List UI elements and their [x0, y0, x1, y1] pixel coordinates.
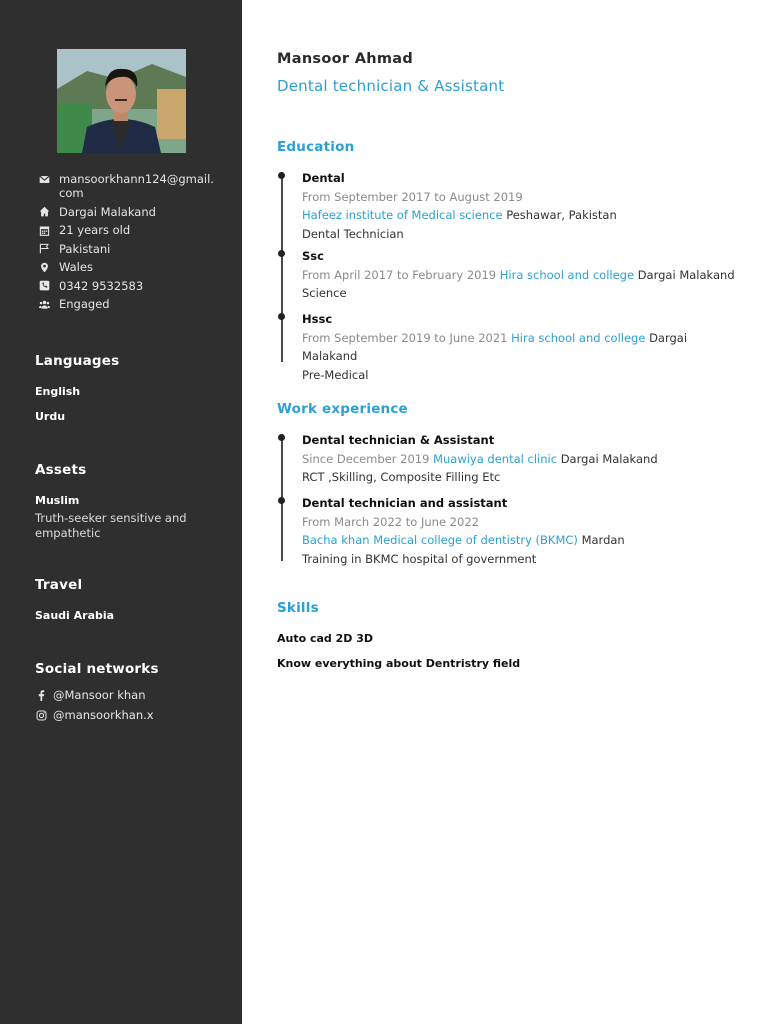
phone-text: 0342 9532583 [59, 278, 144, 293]
entry-title: Dental technician and assistant [302, 496, 508, 510]
instagram-icon [35, 709, 47, 721]
entry-place: Dargai Malakand [637, 267, 735, 282]
language-urdu: Urdu [35, 410, 66, 423]
age-text: 21 years old [59, 223, 131, 237]
timeline-dot [278, 172, 285, 179]
status-text: Engaged [59, 297, 110, 311]
phone-icon [37, 279, 51, 293]
entry-dates: From April 2017 to February 2019 [302, 267, 497, 282]
social-instagram[interactable] [35, 708, 154, 722]
contact-list [37, 172, 233, 316]
timeline-dot [278, 434, 285, 441]
entry-dates: From September 2019 to June 2021 [302, 330, 508, 345]
entry-dates: Since December 2019 [302, 451, 430, 466]
facebook-handle: @Mansoor khan [53, 688, 146, 702]
contact-age [37, 223, 233, 237]
social-heading: Social networks [35, 661, 159, 677]
profile-photo [57, 49, 186, 153]
asset-description: Truth-seeker sensitive and empathetic [35, 511, 187, 540]
contact-nationality [37, 242, 233, 256]
entry-institution[interactable]: Hira school and college [499, 267, 635, 282]
main-content [242, 0, 768, 1024]
envelope-icon [37, 172, 51, 186]
entry-place: Dargai Malakand [560, 451, 658, 466]
entry-dates: From March 2022 to June 2022 [302, 514, 479, 529]
location-pin-icon [37, 260, 51, 274]
entry-dates: From September 2017 to August 2019 [302, 189, 523, 204]
entry-title: Dental [302, 171, 345, 185]
entry-place: Mardan [581, 533, 625, 547]
work-heading: Work experience [277, 401, 408, 417]
assets-heading: Assets [35, 462, 87, 478]
asset-item: Muslim [35, 494, 80, 507]
skills-heading: Skills [277, 600, 319, 616]
social-facebook[interactable] [35, 688, 146, 702]
contact-status [37, 297, 233, 311]
entry-detail: Dental Technician [302, 226, 404, 241]
entry-detail: Training in BKMC hospital of government [302, 551, 537, 566]
education-heading: Education [277, 139, 355, 155]
entry-detail: RCT ,Skilling, Composite Filling Etc [302, 470, 501, 484]
languages-heading: Languages [35, 353, 120, 369]
contact-address [37, 205, 233, 219]
skill-item: Auto cad 2D 3D [277, 632, 374, 645]
entry-title: Dental technician & Assistant [302, 433, 495, 447]
entry-place: Peshawar, Pakistan [506, 208, 617, 222]
language-english: English [35, 385, 81, 398]
location-text: Wales [59, 260, 93, 274]
work-entry [302, 431, 742, 487]
entry-detail: Science [302, 286, 347, 300]
work-entry [302, 494, 742, 568]
education-entry [302, 247, 742, 303]
entry-institution[interactable]: Hira school and college [511, 330, 646, 345]
entry-organization[interactable]: Muawiya dental clinic [433, 451, 558, 466]
timeline-dot [278, 497, 285, 504]
entry-institution[interactable]: Hafeez institute of Medical science [302, 208, 503, 222]
facebook-icon [35, 689, 47, 701]
contact-phone[interactable] [37, 279, 233, 293]
nationality-text: Pakistani [59, 241, 111, 256]
person-name: Mansoor Ahmad [277, 51, 414, 67]
job-title: Dental technician & Assistant [277, 77, 505, 95]
education-timeline [281, 172, 283, 362]
instagram-handle: @mansoorkhan.x [53, 708, 154, 722]
timeline-dot [278, 250, 285, 257]
timeline-dot [278, 313, 285, 320]
entry-title: Ssc [302, 249, 324, 263]
contact-email[interactable] [37, 172, 233, 200]
address-text: Dargai Malakand [59, 204, 156, 219]
entry-place: Dargai Malakand [302, 330, 688, 363]
email-text: mansoorkhann124@gmail. com [59, 172, 214, 200]
education-entry [302, 169, 742, 243]
entry-title: Hssc [302, 312, 333, 326]
travel-heading: Travel [35, 577, 83, 593]
education-entry [302, 310, 742, 384]
entry-organization[interactable]: Bacha khan Medical college of dentistry (BKMC) [302, 533, 578, 547]
travel-item: Saudi Arabia [35, 609, 115, 622]
users-icon [37, 297, 51, 311]
contact-location [37, 260, 233, 274]
entry-detail: Pre-Medical [302, 367, 369, 382]
skill-item: Know everything about Dentristry field [277, 657, 521, 670]
sidebar [0, 0, 242, 1024]
home-icon [37, 205, 51, 219]
calendar-icon [37, 223, 51, 237]
flag-icon [37, 242, 51, 256]
